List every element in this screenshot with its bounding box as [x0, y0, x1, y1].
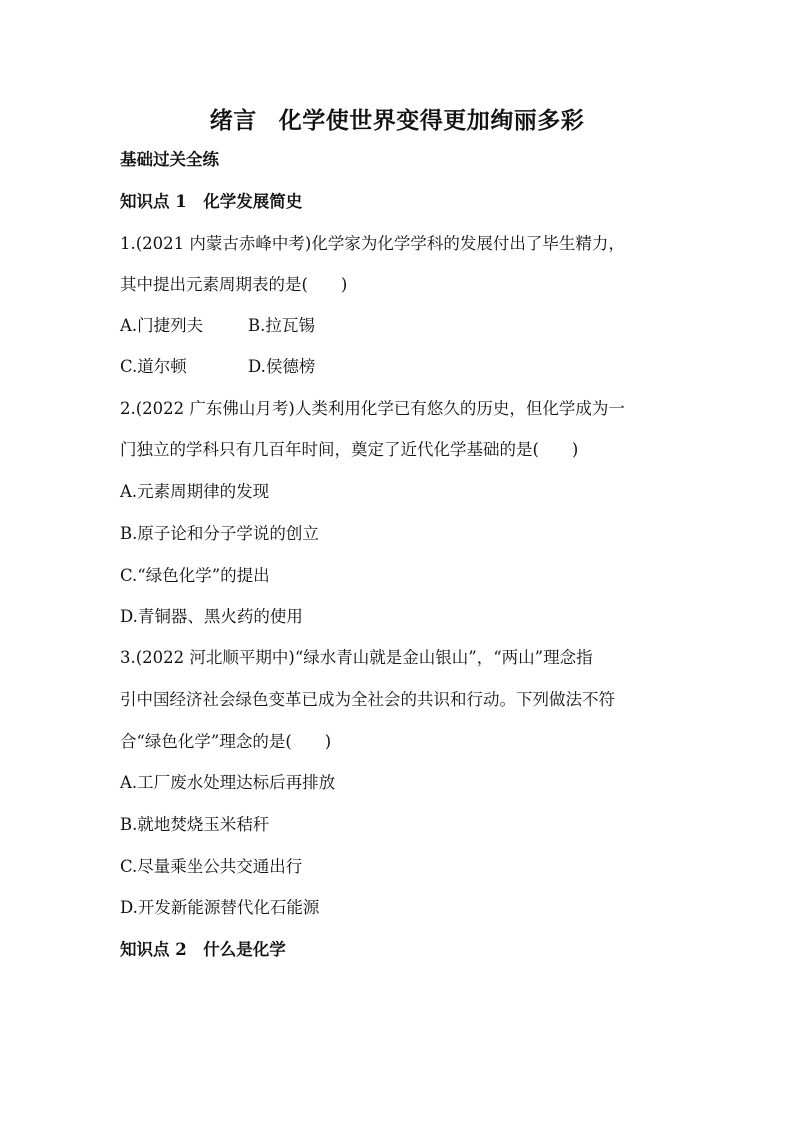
question-1-options-row-2	[120, 355, 315, 379]
question-1-option-a: A.门捷列夫	[120, 316, 204, 335]
question-2-option-d: D.青铜器、黑火药的使用	[120, 607, 303, 626]
knowledge-point-1-heading: 知识点 1 化学发展简史	[120, 192, 303, 211]
question-2-option-b: B.原子论和分子学说的创立	[120, 524, 319, 543]
question-2-line-1: 2.(2022 广东佛山月考)人类利用化学已有悠久的历史，但化学成为一	[120, 399, 625, 418]
question-3-line-3: 合“绿色化学”理念的是( )	[120, 732, 332, 751]
question-3-line-2: 引中国经济社会绿色变革已成为全社会的共识和行动。下列做法不符	[120, 690, 615, 709]
question-1-options-row-1	[120, 314, 315, 338]
question-3-option-d: D.开发新能源替代化石能源	[120, 898, 320, 917]
question-1-option-b: B.拉瓦锡	[248, 316, 315, 335]
question-3-line-1: 3.(2022 河北顺平期中)“绿水青山就是金山银山”，“两山”理念指	[120, 648, 593, 667]
title-part2: 化学使世界变得更加绚丽多彩	[278, 107, 585, 134]
question-1-option-d: D.侯德榜	[248, 357, 316, 376]
question-1-line-2: 其中提出元素周期表的是( )	[120, 275, 348, 294]
title-part1: 绪言	[209, 107, 257, 134]
section-heading: 基础过关全练	[120, 150, 219, 169]
question-2-option-a: A.元素周期律的发现	[120, 482, 270, 501]
page-title	[0, 102, 794, 135]
question-1-line-1: 1.(2021 内蒙古赤峰中考)化学家为化学学科的发展付出了毕生精力，	[120, 234, 625, 253]
question-2-option-c: C.“绿色化学”的提出	[120, 566, 270, 585]
question-2-line-2: 门独立的学科只有几百年时间，奠定了近代化学基础的是( )	[120, 440, 579, 459]
question-3-option-b: B.就地焚烧玉米秸秆	[120, 815, 270, 834]
question-1-option-c: C.道尔顿	[120, 357, 187, 376]
question-3-option-a: A.工厂废水处理达标后再排放	[120, 773, 336, 792]
question-3-option-c: C.尽量乘坐公共交通出行	[120, 857, 303, 876]
knowledge-point-2-heading: 知识点 2 什么是化学	[120, 940, 286, 959]
